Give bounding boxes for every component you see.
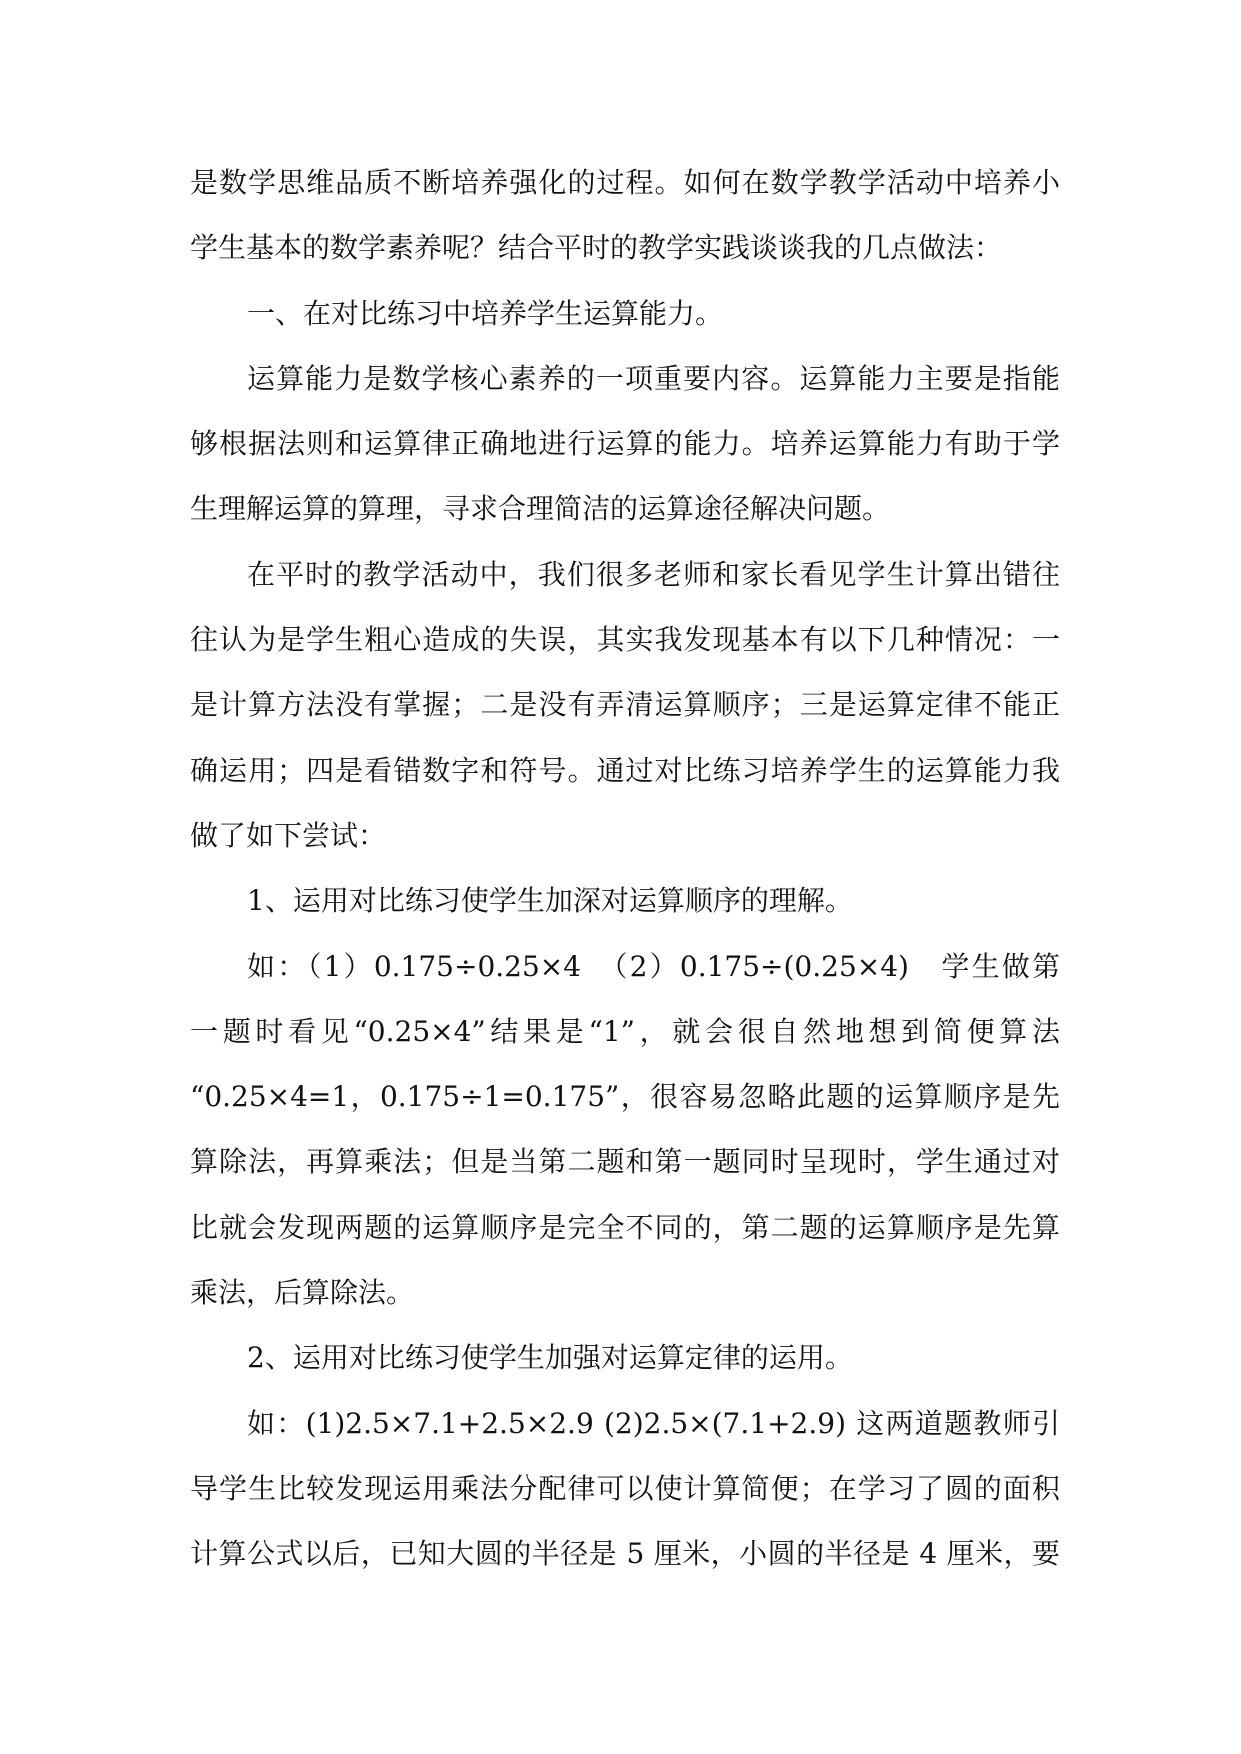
text-line: 算除法，再算乘法；但是当第二题和第一题同时呈现时，学生通过对 [190,1145,1060,1179]
text-line: 比就会发现两题的运算顺序是完全不同的，第二题的运算顺序是先算 [190,1210,1060,1244]
text-line: 乘法，后算除法。 [190,1276,415,1310]
section-heading: 一、在对比练习中培养学生运算能力。 [247,296,724,330]
text-line: 生理解运算的算理，寻求合理简洁的运算途径解决问题。 [190,492,891,526]
text-line: 一题时看见“0.25×4”结果是“1”，就会很自然地想到简便算法 [190,1014,1060,1048]
text-line: 做了如下尝试： [190,818,387,852]
subsection-heading: 1、运用对比练习使学生加深对运算顺序的理解。 [247,884,853,918]
text-line: 够根据法则和运算律正确地进行运算的能力。培养运算能力有助于学 [190,427,1060,461]
text-line: 导学生比较发现运用乘法分配律可以使计算简便；在学习了圆的面积 [190,1471,1060,1505]
text-line: 在平时的教学活动中，我们很多老师和家长看见学生计算出错往 [247,557,1060,591]
text-line: 运算能力是数学核心素养的一项重要内容。运算能力主要是指能 [247,361,1060,395]
text-line: “0.25×4=1，0.175÷1=0.175”，很容易忽略此题的运算顺序是先 [190,1080,1060,1114]
text-line: 是计算方法没有掌握；二是没有弄清运算顺序；三是运算定律不能正 [190,688,1060,722]
text-line: 如：（1）0.175÷0.25×4 （2）0.175÷(0.25×4) 学生做第 [247,949,1060,983]
text-line: 学生基本的数学素养呢？结合平时的教学实践谈谈我的几点做法： [190,231,1003,265]
text-line: 往认为是学生粗心造成的失误，其实我发现基本有以下几种情况：一 [190,623,1060,657]
text-line: 计算公式以后，已知大圆的半径是 5 厘米，小圆的半径是 4 厘米，要 [190,1537,1060,1571]
document-body [190,150,1060,1587]
text-line: 确运用；四是看错数字和符号。通过对比练习培养学生的运算能力我 [190,753,1060,787]
text-line: 如：(1)2.5×7.1+2.5×2.9 (2)2.5×(7.1+2.9) 这两道题教师引 [247,1406,1060,1440]
subsection-heading: 2、运用对比练习使学生加强对运算定律的运用。 [247,1341,853,1375]
text-line: 是数学思维品质不断培养强化的过程。如何在数学教学活动中培养小 [190,166,1060,199]
